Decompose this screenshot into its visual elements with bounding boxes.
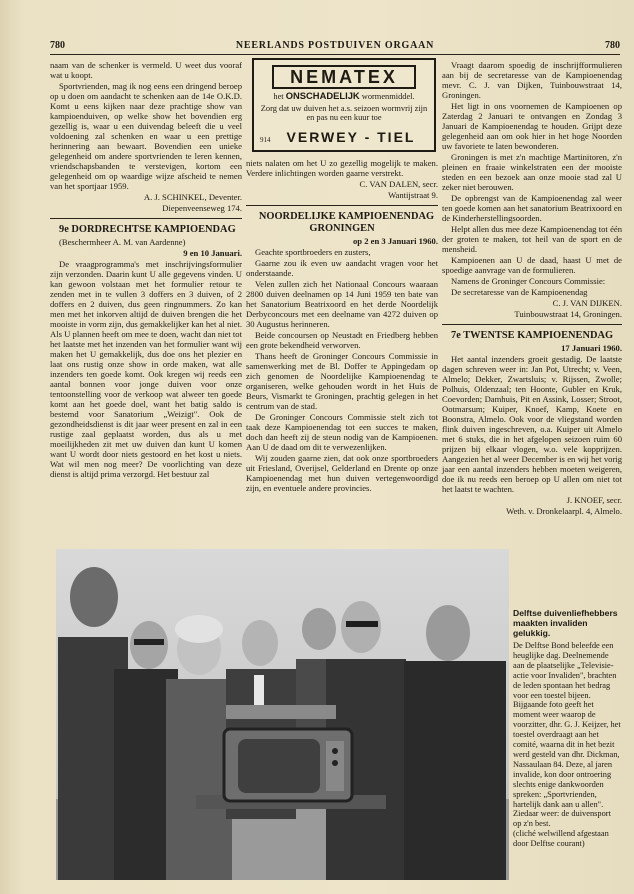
signature-address: Weth. v. Dronkelaarpl. 4, Almelo. (506, 506, 622, 516)
signature-name: C. J. VAN DIJKEN. (552, 298, 622, 308)
nematex-advertisement (252, 58, 436, 152)
ad-tagline-suffix: wormenmiddel. (361, 92, 415, 101)
article-body: De vraagprogramma's met inschrijvingsformulier zijn verzonden. Daarin kunt U alle gegevens vinden. U kan gewoon volstaan met het formulier retour te zenden met in te vullen 3 doffers en 3 duiven, of 2 doffers en 2 duiven, dus geen ringnummers. Zo kan men met het inkorven altijd de duiven brengen die het mooiste in vorm zijn, dus gemakkelijker kan het al niet. Als U plannen heeft om mee te doen, wacht dan niet tot het laatste met het inzenden van het formulier want wij maken het U gemakkelijk, dus doe ons het plezier en laat ons rustig onze show in orde maken, wat alle inzenders ten goede komt. Ook kregen wij reeds een aantal bonnen voor jonge duiven voor onze tentoonstelling voor de verkoop wat alweer ten goede komt aan het goede doel, want het batig saldo is bestemd voor Sanatorium „Weizigt". Ook de gezondheidsdienst is dit jaar weer present en zal in een rustige zaal geplaatst worden, dus als u met moeilijkheden zit met uw duiven dan kunt U komen want U wordt door niets gestoord en het kost u niets. Wat wil men nog meer? De voorlichting van deze dienst is altijd prima verzorgd. Het bestuur zal (50, 259, 242, 479)
article-paragraph: De Groninger Concours Commissie stelt zich tot taak deze Kampioenendag tot een succes te maken, doch dan heeft zij de steun nodig van de Kampioenen. Aan U de daad om dit te verwezenlijken. (246, 412, 438, 452)
article-paragraph: Beide concoursen op Neustadt en Friedberg hebben een grote bekendheid verworven. (246, 330, 438, 350)
signature-name: J. KNOEF, secr. (566, 495, 622, 505)
caption-credit: (cliché welwillend afgestaan door Delftse courant) (513, 829, 609, 849)
article-date: op 2 en 3 Januari 1960. (353, 236, 438, 246)
caption-body: De Delftse Bond beleefde een heuglijke dag. Deelnemende aan de plaatselijke „Televisie-actie voor Invaliden", brachten de leden spontaan het bedrag voor een toestel bijeen. Bijgaande foto geeft het moment weer waarop de voorzitter, dhr. G. J. Keijzer, het toestel overdraagt aan het comité, waarna dit in het bezit werd gesteld van dhr. Dickman, Nassaulaan 84. Deze, al jaren invalide, kon door ontroering slechts enige dankwoorden spreken: „Sportvrienden, hartelijk dank aan u allen". (513, 641, 621, 809)
carry-over-text: niets nalaten om het U zo gezellig mogelijk te maken. Verdere inlichtingen worden gaarne verstrekt. (246, 158, 438, 178)
divider (50, 218, 242, 219)
group-photo (56, 549, 509, 880)
article-date: 9 en 10 Januari. (183, 248, 242, 258)
article-patron: (Beschermheer A. M. van Aardenne) (59, 237, 186, 247)
article-paragraph: Thans heeft de Groninger Concours Commissie in samenwerking met de Bl. Doffer te Appingedam op zich genomen de Noordelijke Kampioenendag te organiseren, welke gehouden wordt in het Huis de Beurs, Vismarkt te Groningen, prachtig gelegen in het centrum van de stad. (246, 351, 438, 411)
page-number-right: 780 (605, 40, 620, 51)
ad-footer (260, 129, 428, 145)
column-1 (50, 60, 242, 480)
caption-title: Delftse duivenliefhebbers maakten invaliden gelukkig. (513, 608, 618, 638)
ad-brand: NEMATEX (272, 65, 416, 89)
column-3 (442, 60, 622, 517)
article-paragraph: Gaarne zou ik even uw aandacht vragen voor het onderstaande. (246, 258, 438, 278)
article-title: 9e DORDRECHTSE KAMPIOENDAG (59, 224, 236, 235)
signature-address: Wantijstraat 9. (388, 190, 438, 200)
article-paragraph: Velen zullen zich het Nationaal Concours waaraan 2800 duiven deelnamen op 14 Juni 1959 ten bate van het Sanatorium Beatrixoord en het derde Noordelijk Derbyconcours met een deelname van 4272 duiven op 30 Augustus herinneren. (246, 279, 438, 329)
article-title: NOORDELIJKE KAMPIOENENDAG GRONINGEN (258, 211, 435, 234)
article-paragraph: Het ligt in ons voornemen de Kampioenen op Zaterdag 2 Januari te ontvangen en Zondag 3 Januari de Kampioenendag te houden. Grijpt deze gelegenheid aan om ook hier in het hoge Noorden uw favoriete te laten bewonderen. (442, 101, 622, 151)
article-paragraph: Namens de Groninger Concours Commissie: (451, 276, 606, 286)
ad-tagline-bold: ONSCHADELIJK (285, 90, 360, 101)
page-number-left: 780 (50, 40, 65, 51)
article-date: 17 Januari 1960. (561, 343, 622, 353)
signature-address: Tuinbouwstraat 14, Groningen. (514, 309, 622, 319)
ad-code: 914 (260, 136, 271, 144)
column-2 (246, 158, 438, 494)
article-paragraph: Groningen is met z'n machtige Martinitoren, z'n pleinen en fraaie winkelstraten een der mooiste steden en een bezoek aan onze mooie stad zal U zeker niet berouwen. (442, 152, 622, 192)
page-header (50, 40, 620, 55)
article-paragraph: Geachte sportbroeders en zusters, (255, 247, 371, 257)
article-paragraph: De opbrengst van de Kampioenendag zal weer ten goede komen aan het sanatorium Beatrixoord en de Kinderherstellingsoorden. (442, 193, 622, 223)
divider (442, 324, 622, 325)
divider (246, 205, 438, 206)
ad-company: VERWEY - TIEL (286, 129, 416, 145)
article-paragraph: Vraagt daarom spoedig de inschrijfformulieren aan bij de secretaresse van de Kampioenendag mevr. C. J. van Dijken, Tuinbouwstraat 14, Groningen. (442, 60, 622, 100)
photo-caption (513, 608, 621, 849)
caption-closing: Ziedaar weer: de duivensport op z'n best. (513, 809, 611, 829)
secretary-line: De secretaresse van de Kampioenendag (451, 287, 588, 297)
masthead: NEERLANDS POSTDUIVEN ORGAAN (235, 40, 435, 51)
article-title: 7e TWENTSE KAMPIOENENDAG (451, 330, 614, 341)
article-paragraph: Kampioenen aan U de daad, haast U met de spoedige aanvrage van de formulieren. (442, 255, 622, 275)
signature-name: C. VAN DALEN, secr. (359, 179, 438, 189)
signature-address: Diepenveenseweg 174. (162, 203, 242, 213)
signature-name: A. J. SCHINKEL, Deventer. (143, 192, 242, 202)
ad-tagline-prefix: het (273, 92, 284, 101)
article-paragraph: Helpt allen dus mee deze Kampioenendag tot één der groten te maken, tot heil van de sport en de mensheid. (442, 224, 622, 254)
group-photo-illustration (56, 549, 509, 880)
intro-paragraph: Sportvrienden, mag ik nog eens een dringend beroep op u doen om aandacht te schenken aan de 14e O.K.D. Komt u eens kijken naar deze prachtige show van kampioenduiven, op welke show het bovendien erg gezellig is, waar u een duivendag beleeft die u veel voldoening zal schenken en waar u een prettige herinnering aan bewaart. Bovendien een unieke gelegenheid om andere sportvrienden te leren kennen, vriendschapsbanden te verstevigen, kortom een gelegenheid om op waardige wijze afscheid te nemen van het sportjaar 1959. (50, 81, 242, 191)
intro-paragraph: naam van de schenker is vermeld. U weet dus vooraf wat u koopt. (50, 60, 242, 80)
ad-body: Zorg dat uw duiven het a.s. seizoen wormvrij zijn en pas nu een kuur toe (260, 103, 428, 123)
article-body: Het aantal inzenders groeit gestadig. De laatste dagen schreven weer in: Jan Pot, Utrecht; v. Veen, Almelo; Dekker, Zwartsluis; v. Rijssen, Zwolle; Polhuis, Oldenzaal; ten Hoonte, Gubler en Kruk, Coevorden; Damhuis, Pit en Assink, Losser; Stroot, Ootmarsum; Kuiper, Knoef, Kamp, Koete en Boonstra, Almelo. Ook voor de vliegstand worden flink duiven ingeschreven, o.a. Kuiper uit Almelo met 6 stuks, die in het afgelopen seizoen ruim 60 prijzen bij elkaar vlogen, w.o. vele kopprijzen. Aangezien het al weer December is en wij het vorig jaar een aantal inzenders hebben moeten weigeren, doe ik nu reeds een beroep op U allen om niet tot het laatst te wachten. (442, 354, 622, 494)
ad-tagline (260, 91, 428, 102)
article-paragraph: Wij zouden gaarne zien, dat ook onze sportbroeders uit Friesland, Overijsel, Gelderland en Drente op onze Kampioenendag met hun duiven vertegenwoordigd zijn, en eventuele andere provincies. (246, 453, 438, 493)
